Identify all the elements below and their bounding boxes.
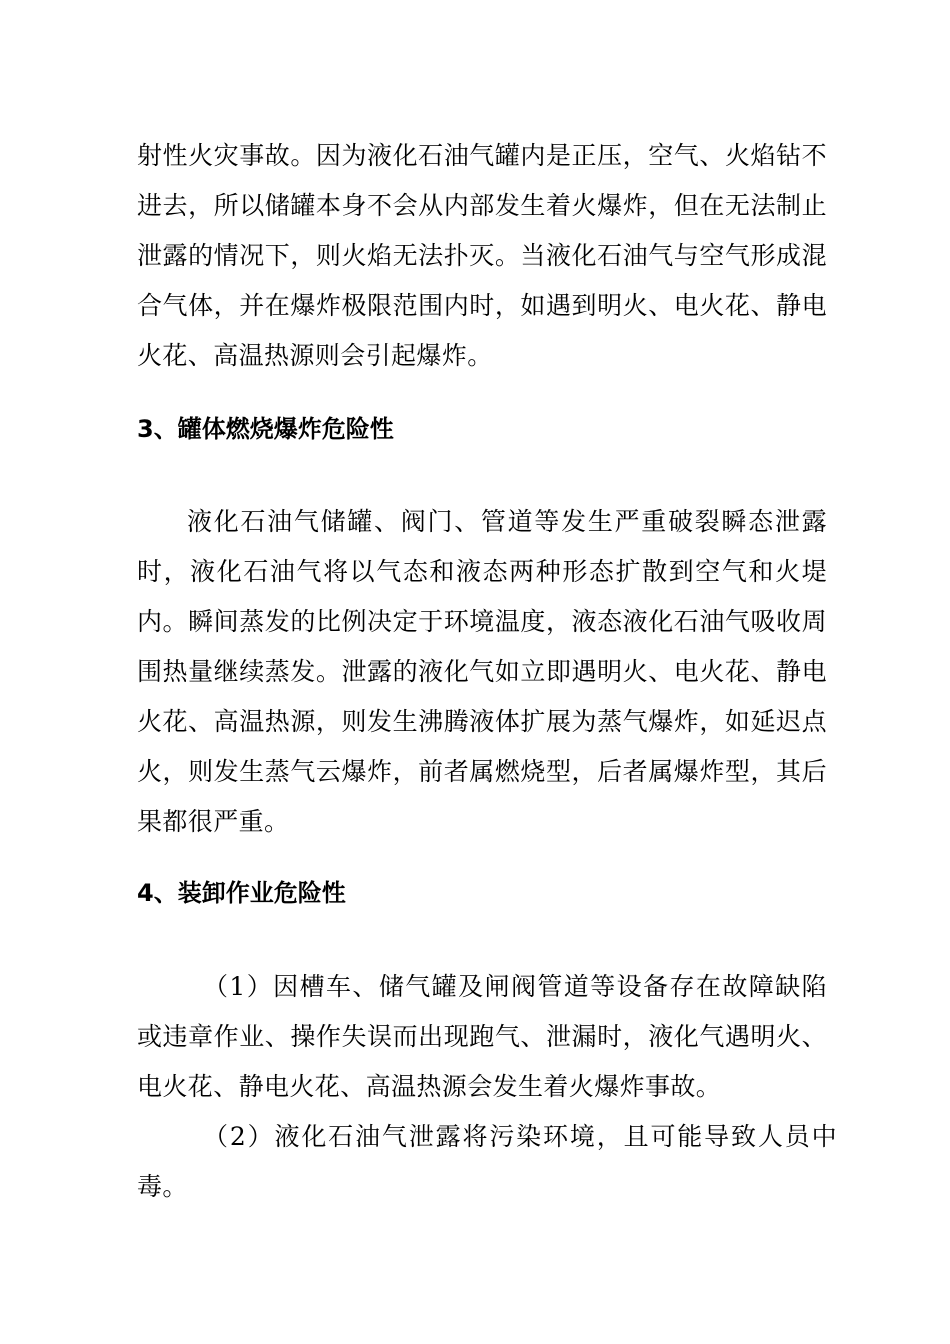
loading-hazard-paragraph-2: （2）液化石油气泄露将污染环境，且可能导致人员中毒。 [137, 1122, 837, 1201]
section-heading-3: 3、罐体燃烧爆炸危险性 [137, 415, 394, 443]
fire-hazard-paragraph: 射性火灾事故。因为液化石油气罐内是正压，空气、火焰钻不进去，所以储罐本身不会从内部发生着火爆炸，但在无法制止泄露的情况下，则火焰无法扑灭。当液化石油气与空气形成混合气体，并在爆炸极限范围内时，如遇到明火、电火花、静电火花、高温热源则会引起爆炸。 [137, 141, 827, 370]
tank-explosion-paragraph: 液化石油气储罐、阀门、管道等发生严重破裂瞬态泄露时，液化石油气将以气态和液态两种形态扩散到空气和火堤内。瞬间蒸发的比例决定于环境温度，液态液化石油气吸收周围热量继续蒸发。泄露的液化气如立即遇明火、电火花、静电火花、高温热源，则发生沸腾液体扩展为蒸气爆炸，如延迟点火，则发生蒸气云爆炸，前者属燃烧型，后者属爆炸型，其后果都很严重。 [137, 507, 827, 836]
loading-hazard-paragraph-1: （1）因槽车、储气罐及闸阀管道等设备存在故障缺陷或违章作业、操作失误而出现跑气、泄漏时，液化气遇明火、电火花、静电火花、高温热源会发生着火爆炸事故。 [137, 972, 827, 1101]
section-heading-4: 4、装卸作业危险性 [137, 879, 346, 907]
